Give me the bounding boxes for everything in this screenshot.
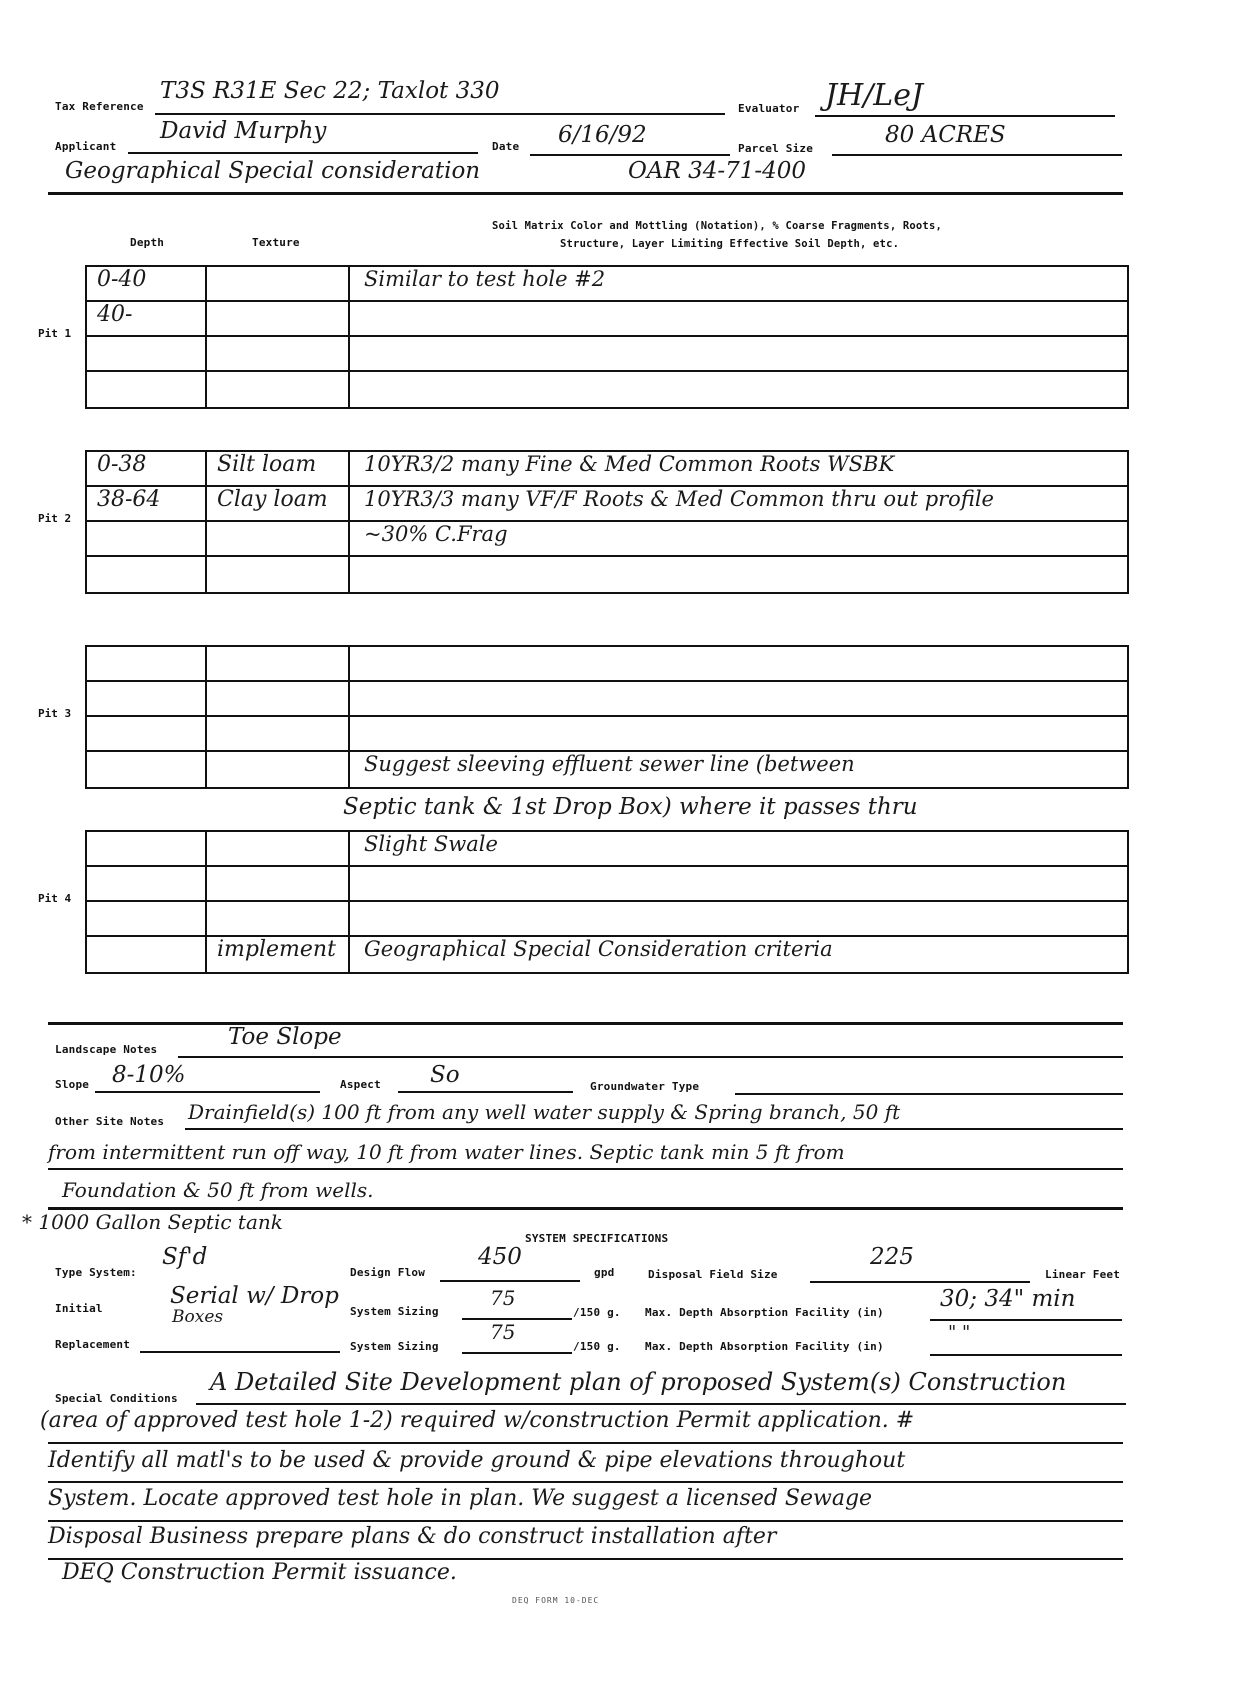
pit-4-row-4-description: Geographical Special Consideration criteria: [364, 937, 833, 961]
pit-4-label: Pit 4: [38, 892, 72, 905]
pit-2-row-1-description: 10YR3/2 many Fine & Med Common Roots WSBK: [364, 452, 895, 476]
pit-1-row-1-description: Similar to test hole #2: [364, 267, 606, 291]
pit-3-row-divider: [85, 715, 1127, 717]
design-flow-value: 450: [478, 1244, 522, 1270]
pit-1-row-divider: [85, 335, 1127, 337]
replacement-label: Replacement: [55, 1338, 131, 1351]
special-line-2: (area of approved test hole 1-2) required w/construction Permit application. #: [40, 1408, 915, 1433]
rep-per-150-label: /150 g.: [573, 1340, 621, 1353]
matrix-col-header-1: Soil Matrix Color and Mottling (Notation), % Coarse Fragments, Roots,: [492, 220, 942, 232]
initial-value: Serial w/ Drop: [170, 1283, 339, 1309]
parcel-size-line: [832, 154, 1122, 156]
pit-3-row-4-description: Suggest sleeving effluent sewer line (between: [364, 752, 855, 776]
disposal-field-size-value: 225: [870, 1244, 914, 1270]
replacement-line: [140, 1351, 340, 1353]
other-site-notes-label: Other Site Notes: [55, 1115, 165, 1128]
tax-reference-line: [155, 113, 725, 115]
system-sizing-line: [462, 1318, 572, 1320]
site-divider: [48, 1022, 1123, 1025]
special-rule-4: [48, 1520, 1123, 1522]
pit-3-label: Pit 3: [38, 707, 72, 720]
other-notes-rule-2: [48, 1168, 1123, 1170]
slope-line: [95, 1091, 320, 1093]
between-pits-note: Septic tank & 1st Drop Box) where it passes thru: [343, 794, 918, 820]
pit-2-row-1-texture: Silt loam: [217, 452, 317, 477]
type-system-label: Type System:: [55, 1266, 137, 1279]
oar-note: OAR 34-71-400: [628, 158, 807, 184]
pit-1-table: [85, 265, 1129, 409]
special-line-1: A Detailed Site Development plan of proposed System(s) Construction: [210, 1368, 1067, 1396]
linear-feet-label: Linear Feet: [1045, 1268, 1121, 1281]
special-line-4: System. Locate approved test hole in plan. We suggest a licensed Sewage: [48, 1486, 873, 1511]
depth-col-header: Depth: [130, 236, 165, 249]
max-depth-label: Max. Depth Absorption Facility (in): [645, 1306, 884, 1319]
pit-2-row-2-description: 10YR3/3 many VF/F Roots & Med Common thru out profile: [364, 487, 994, 511]
landscape-notes-line: [178, 1056, 1123, 1058]
septic-tank-note: * 1000 Gallon Septic tank: [22, 1210, 283, 1234]
pit-2-label: Pit 2: [38, 512, 72, 525]
pit-2-row-divider: [85, 555, 1127, 557]
system-sizing-value: 75: [490, 1286, 516, 1310]
other-site-notes-line3: Foundation & 50 ft from wells.: [62, 1178, 374, 1202]
special-rule-1: [196, 1403, 1126, 1405]
groundwater-label: Groundwater Type: [590, 1080, 700, 1093]
aspect-value: So: [430, 1062, 460, 1088]
special-line-6: DEQ Construction Permit issuance.: [62, 1560, 457, 1585]
parcel-size-value: 80 ACRES: [885, 122, 1006, 148]
rep-max-depth-value: " ": [948, 1322, 971, 1343]
pit-4-row-divider: [85, 900, 1127, 902]
tax-reference-value: T3S R31E Sec 22; Taxlot 330: [160, 78, 500, 104]
landscape-notes-value: Toe Slope: [228, 1024, 342, 1050]
design-flow-label: Design Flow: [350, 1266, 426, 1279]
system-sizing-label: System Sizing: [350, 1305, 439, 1318]
rep-max-depth-line: [930, 1354, 1122, 1356]
rep-max-depth-label: Max. Depth Absorption Facility (in): [645, 1340, 884, 1353]
pit-4-row-1-description: Slight Swale: [364, 832, 498, 856]
gpd-label: gpd: [594, 1266, 615, 1279]
pit-4-row-4-texture: implement: [217, 937, 336, 962]
rep-system-sizing-value: 75: [490, 1320, 516, 1344]
max-depth-line: [930, 1319, 1122, 1321]
slope-value: 8-10%: [112, 1062, 186, 1088]
initial-value-boxes: Boxes: [172, 1307, 224, 1327]
groundwater-line: [735, 1093, 1123, 1095]
other-site-notes-line1: Drainfield(s) 100 ft from any well water supply & Spring branch, 50 ft: [188, 1100, 901, 1124]
special-line-5: Disposal Business prepare plans & do construct installation after: [48, 1524, 777, 1549]
pit-3-row-divider: [85, 680, 1127, 682]
special-rule-3: [48, 1481, 1123, 1483]
tax-reference-label: Tax Reference: [55, 100, 144, 113]
applicant-value: David Murphy: [160, 118, 327, 144]
aspect-line: [398, 1091, 573, 1093]
slope-label: Slope: [55, 1078, 90, 1091]
max-depth-value: 30; 34" min: [940, 1286, 1076, 1312]
form-footer-mark: DEQ FORM 10-DEC: [512, 1596, 600, 1605]
landscape-notes-label: Landscape Notes: [55, 1043, 158, 1056]
special-line-3: Identify all matl's to be used & provide ground & pipe elevations throughout: [48, 1448, 906, 1473]
rep-system-sizing-line: [462, 1352, 572, 1354]
other-notes-rule-1: [185, 1128, 1123, 1130]
type-system-value: Sf'd: [162, 1244, 208, 1270]
pit-2-row-2-texture: Clay loam: [217, 487, 328, 512]
special-rule-2: [48, 1442, 1123, 1444]
pit-2-row-1-depth: 0-38: [97, 452, 147, 477]
pit-2-row-divider: [85, 520, 1127, 522]
pit-1-row-divider: [85, 370, 1127, 372]
other-site-notes-line2: from intermittent run off way, 10 ft from water lines. Septic tank min 5 ft from: [48, 1140, 845, 1164]
design-flow-line: [440, 1280, 580, 1282]
date-value: 6/16/92: [558, 122, 647, 148]
special-conditions-label: Special Conditions: [55, 1392, 178, 1405]
pit-1-row-2-depth: 40-: [97, 302, 133, 327]
geo-special-note: Geographical Special consideration: [65, 158, 481, 184]
rep-system-sizing-label: System Sizing: [350, 1340, 439, 1353]
aspect-label: Aspect: [340, 1078, 381, 1091]
texture-col-header: Texture: [252, 236, 300, 249]
date-line: [530, 154, 730, 156]
pit-2-row-3-description: ~30% C.Frag: [364, 522, 508, 546]
per-150-label: /150 g.: [573, 1306, 621, 1319]
pit-2-row-2-depth: 38-64: [97, 487, 161, 512]
evaluator-value: JH/LeJ: [825, 78, 923, 113]
matrix-col-header-2: Structure, Layer Limiting Effective Soil Depth, etc.: [560, 238, 900, 250]
system-specs-heading: SYSTEM SPECIFICATIONS: [525, 1232, 669, 1245]
pit-1-label: Pit 1: [38, 327, 72, 340]
date-label: Date: [492, 140, 520, 153]
applicant-label: Applicant: [55, 140, 117, 153]
initial-label: Initial: [55, 1302, 103, 1315]
evaluator-label: Evaluator: [738, 102, 800, 115]
header-divider: [48, 192, 1123, 195]
evaluator-line: [815, 115, 1115, 117]
parcel-size-label: Parcel Size: [738, 142, 814, 155]
disposal-field-size-label: Disposal Field Size: [648, 1268, 778, 1281]
pit-1-row-1-depth: 0-40: [97, 267, 147, 292]
disposal-field-line: [810, 1281, 1030, 1283]
pit-4-row-divider: [85, 865, 1127, 867]
applicant-line: [128, 152, 478, 154]
pit-1-row-divider: [85, 300, 1127, 302]
